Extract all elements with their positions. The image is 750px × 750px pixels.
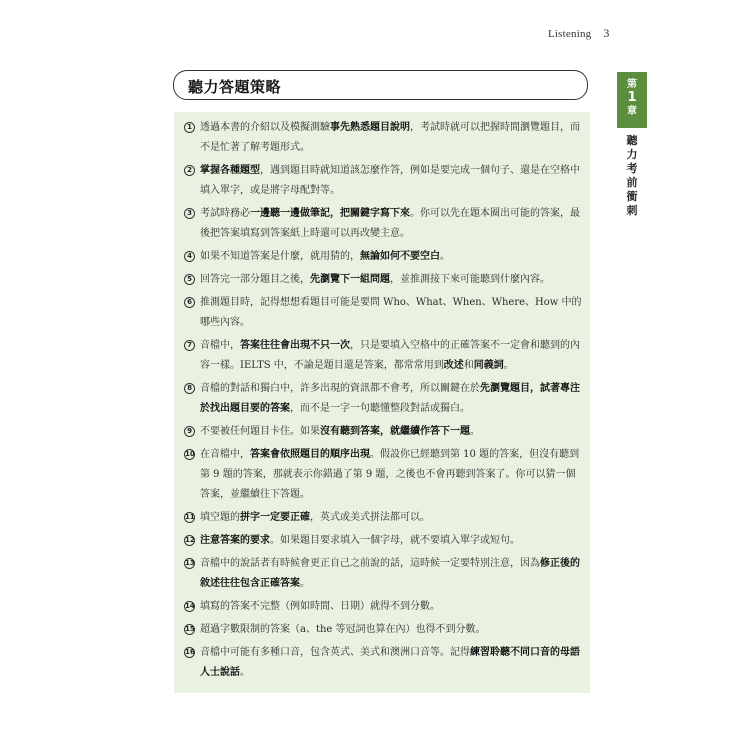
chapter-number: 1: [627, 90, 637, 105]
item-number: 2: [184, 165, 195, 176]
item-text: 如果不知道答案是什麼，就用猜的，: [200, 251, 360, 262]
item-emphasis: 先瀏覽下一組問題: [310, 274, 390, 285]
list-item: [184, 204, 584, 244]
item-number: 14: [185, 602, 195, 610]
list-item: [184, 445, 584, 505]
list-item: [184, 161, 584, 201]
item-number: 16: [185, 648, 195, 656]
item-emphasis: 無論如何不要空白: [360, 251, 440, 262]
chapter-label-char: 衝: [626, 190, 638, 203]
item-text: 超過字數限制的答案（a、the 等冠詞也算在內）也得不到分數。: [200, 624, 486, 635]
item-text: 透過本書的介紹以及模擬測驗: [200, 122, 330, 133]
item-number: 6: [184, 297, 195, 308]
item-number: 12: [185, 536, 195, 544]
item-number: 3: [184, 208, 195, 219]
page-number: 3: [603, 26, 610, 40]
item-emphasis: 先瀏覽題目，試著專注於找出題目要的答案: [200, 383, 580, 414]
page-title: 聽力答題策略: [188, 78, 282, 96]
chapter-tab-bottom: 章: [627, 106, 637, 117]
item-text: 。你可以先在題本圈出可能的答案，最後把答案填寫到答案紙上時還可以再改變主意。: [200, 208, 580, 239]
item-text: ，並推測接下來可能聽到什麼內容。: [390, 274, 550, 285]
chapter-tab: [617, 72, 647, 128]
item-text: ，遇到題目時就知道該怎麼作答，例如是要完成一個句子、還是在空格中填入單字，或是將字母配對等。: [200, 165, 580, 196]
list-item: [184, 336, 584, 376]
list-item: [184, 422, 584, 442]
strategy-list: [184, 118, 584, 686]
item-text: 音檔中的說話者有時候會更正自己之前說的話，這時候一定要特別注意，因為: [200, 558, 540, 569]
chapter-label-char: 考: [626, 162, 638, 175]
list-item: [184, 554, 584, 594]
item-text: 。: [503, 360, 514, 371]
item-emphasis: 一邊聽一邊做筆記，把關鍵字寫下來: [250, 208, 410, 219]
item-text: 音檔中，: [200, 340, 240, 351]
item-text: 填寫的答案不完整（例如時間、日期）就得不到分數。: [200, 601, 440, 612]
item-text: 。: [470, 426, 480, 437]
chapter-label-char: 刺: [626, 204, 638, 217]
item-number: 4: [184, 251, 195, 262]
item-emphasis: 同義詞: [473, 360, 504, 371]
item-text: 。假設你已經聽到第 10 題的答案，但沒有聽到第 9 題的答案，那就表示你錯過了第 9 題，之後也不會再聽到答案了。你可以猜一個答案，並繼續往下答題。: [200, 449, 580, 500]
item-text: ，英式或美式拼法都可以。: [310, 512, 430, 523]
item-emphasis: 修正後的敘述往往包含正確答案: [200, 558, 580, 589]
item-text: 填空題的: [200, 512, 240, 523]
list-item: [184, 531, 584, 551]
item-emphasis: 事先熟悉題目說明: [330, 122, 410, 133]
list-item: [184, 620, 584, 640]
item-emphasis: 答案往往會出現不只一次: [240, 340, 350, 351]
list-item: [184, 270, 584, 290]
item-text: 回答完一部分題目之後，: [200, 274, 310, 285]
item-emphasis: 練習聆聽不同口音的母語人士說話: [200, 647, 580, 678]
item-text: 。: [240, 667, 250, 678]
item-number: 11: [185, 513, 195, 521]
section-title-box: [173, 70, 588, 100]
item-emphasis: 拼字一定要正確: [240, 512, 310, 523]
list-item: [184, 379, 584, 419]
list-item: [184, 293, 584, 333]
list-item: [184, 247, 584, 267]
item-text: 。: [300, 578, 310, 589]
item-text: 和: [463, 360, 474, 371]
item-number: 8: [184, 383, 195, 394]
item-text: 不要被任何題目卡住。如果: [200, 426, 320, 437]
item-number: 10: [185, 450, 195, 458]
item-text: 。: [440, 251, 450, 262]
list-item: [184, 508, 584, 528]
section-title: Listening: [548, 28, 592, 40]
item-emphasis: 答案會依照題目的順序出現: [250, 449, 370, 460]
item-text: ，而不是一字一句聽懂整段對話或獨白。: [290, 403, 470, 414]
item-text: ，考試時就可以把握時間瀏覽題目，而不是忙著了解考題形式。: [200, 122, 580, 153]
item-text: 在音檔中，: [200, 449, 250, 460]
chapter-label-char: 聽: [626, 134, 638, 147]
item-emphasis: 沒有聽到答案，就繼續作答下一題: [320, 426, 470, 437]
item-text: 音檔中可能有多種口音，包含英式、美式和澳洲口音等。記得: [200, 647, 470, 658]
item-number: 13: [185, 559, 195, 567]
item-emphasis: 掌握各種題型: [200, 165, 260, 176]
running-header: [548, 26, 610, 41]
item-number: 1: [184, 122, 195, 133]
item-number: 7: [184, 340, 195, 351]
item-text: 音檔的對話和獨白中，許多出現的資訊都不會考，所以關鍵在於: [200, 383, 480, 394]
chapter-label: [618, 134, 646, 218]
item-emphasis: 改述: [443, 360, 464, 371]
chapter-tab-top: 第: [627, 79, 637, 90]
list-item: [184, 118, 584, 158]
item-text: 考試時務必: [200, 208, 250, 219]
item-text: 推測題目時，記得想想看題目可能是要問 Who、What、When、Where、How 中的哪些內容。: [200, 297, 582, 328]
list-item: [184, 643, 584, 683]
item-text: ，只是要填入空格中的正確答案不一定會和聽到的內容一樣。IELTS 中，不論是題目還是答案，都常常用到: [200, 340, 580, 371]
item-number: 15: [185, 625, 195, 633]
chapter-label-char: 前: [626, 176, 638, 189]
item-number: 9: [184, 426, 195, 437]
list-item: [184, 597, 584, 617]
item-text: 。如果題目要求填入一個字母，就不要填入單字或短句。: [270, 535, 520, 546]
chapter-label-char: 力: [626, 148, 638, 161]
item-number: 5: [184, 274, 195, 285]
item-emphasis: 注意答案的要求: [200, 535, 270, 546]
